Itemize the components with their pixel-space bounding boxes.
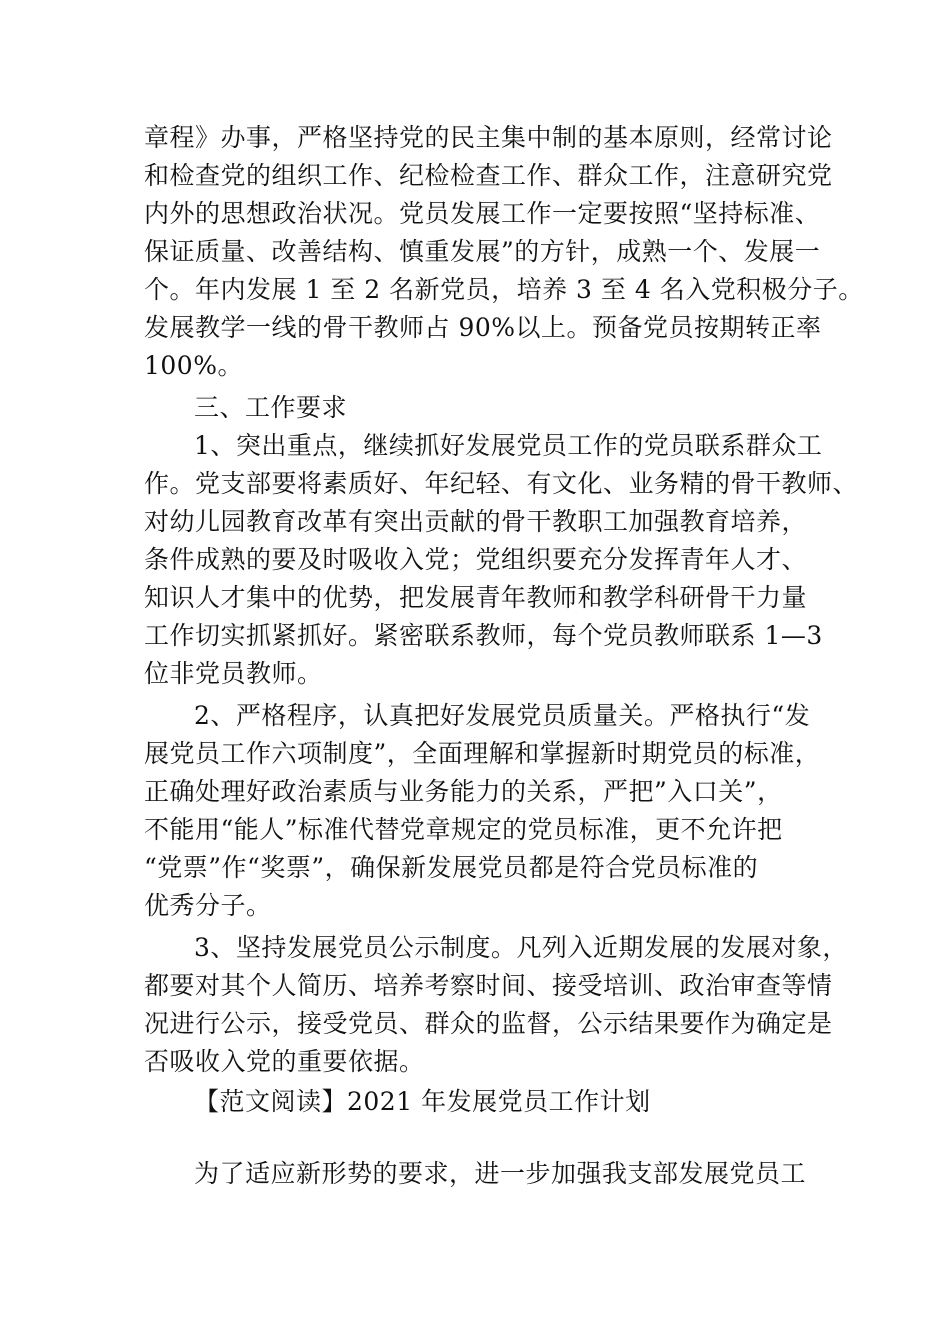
text-line: 100%。: [144, 351, 243, 380]
text-line: 优秀分子。: [144, 891, 272, 920]
text-line: 位非党员教师。: [144, 659, 323, 688]
article-title: 【范文阅读】2021 年发展党员工作计划: [194, 1087, 651, 1116]
text-line: 工作切实抓紧抓好。紧密联系教师，每个党员教师联系 1—3: [144, 621, 823, 650]
text-line: 不能用“能人”标准代替党章规定的党员标准，更不允许把: [144, 815, 783, 844]
text-line: 对幼儿园教育改革有突出贡献的骨干教职工加强教育培养，: [144, 507, 808, 536]
text-line: 发展教学一线的骨干教师占 90%以上。预备党员按期转正率: [144, 313, 822, 342]
text-line: 作。党支部要将素质好、年纪轻、有文化、业务精的骨干教师、: [144, 469, 859, 498]
text-line: “党票”作“奖票”，确保新发展党员都是符合党员标准的: [144, 853, 759, 882]
text-line: 个。年内发展 1 至 2 名新党员，培养 3 至 4 名入党积极分子。: [144, 275, 864, 304]
text-line: 正确处理好政治素质与业务能力的关系，严把”入口关”，: [144, 777, 783, 806]
text-line: 否吸收入党的重要依据。: [144, 1047, 425, 1076]
text-line: 都要对其个人简历、培养考察时间、接受培训、政治审查等情: [144, 971, 833, 1000]
text-line: 况进行公示，接受党员、群众的监督，公示结果要作为确定是: [144, 1009, 833, 1038]
text-line: 1、突出重点，继续抓好发展党员工作的党员联系群众工: [194, 431, 823, 460]
text-line: 保证质量、改善结构、慎重发展”的方针，成熟一个、发展一: [144, 237, 821, 266]
text-line: 条件成熟的要及时吸收入党；党组织要充分发挥青年人才、: [144, 545, 808, 574]
text-line: 展党员工作六项制度”，全面理解和掌握新时期党员的标准，: [144, 739, 821, 768]
text-line: 3、坚持发展党员公示制度。凡列入近期发展的发展对象，: [194, 933, 848, 962]
text-line: 和检查党的组织工作、纪检检查工作、群众工作，注意研究党: [144, 161, 833, 190]
text-line: 为了适应新形势的要求，进一步加强我支部发展党员工: [194, 1159, 807, 1188]
text-line: 2、严格程序，认真把好发展党员质量关。严格执行“发: [194, 701, 811, 730]
text-line: 章程》办事，严格坚持党的民主集中制的基本原则，经常讨论: [144, 123, 833, 152]
section-heading: 三、工作要求: [194, 393, 348, 422]
text-line: 知识人才集中的优势，把发展青年教师和教学科研骨干力量: [144, 583, 808, 612]
text-line: 内外的思想政治状况。党员发展工作一定要按照“坚持标准、: [144, 199, 821, 228]
